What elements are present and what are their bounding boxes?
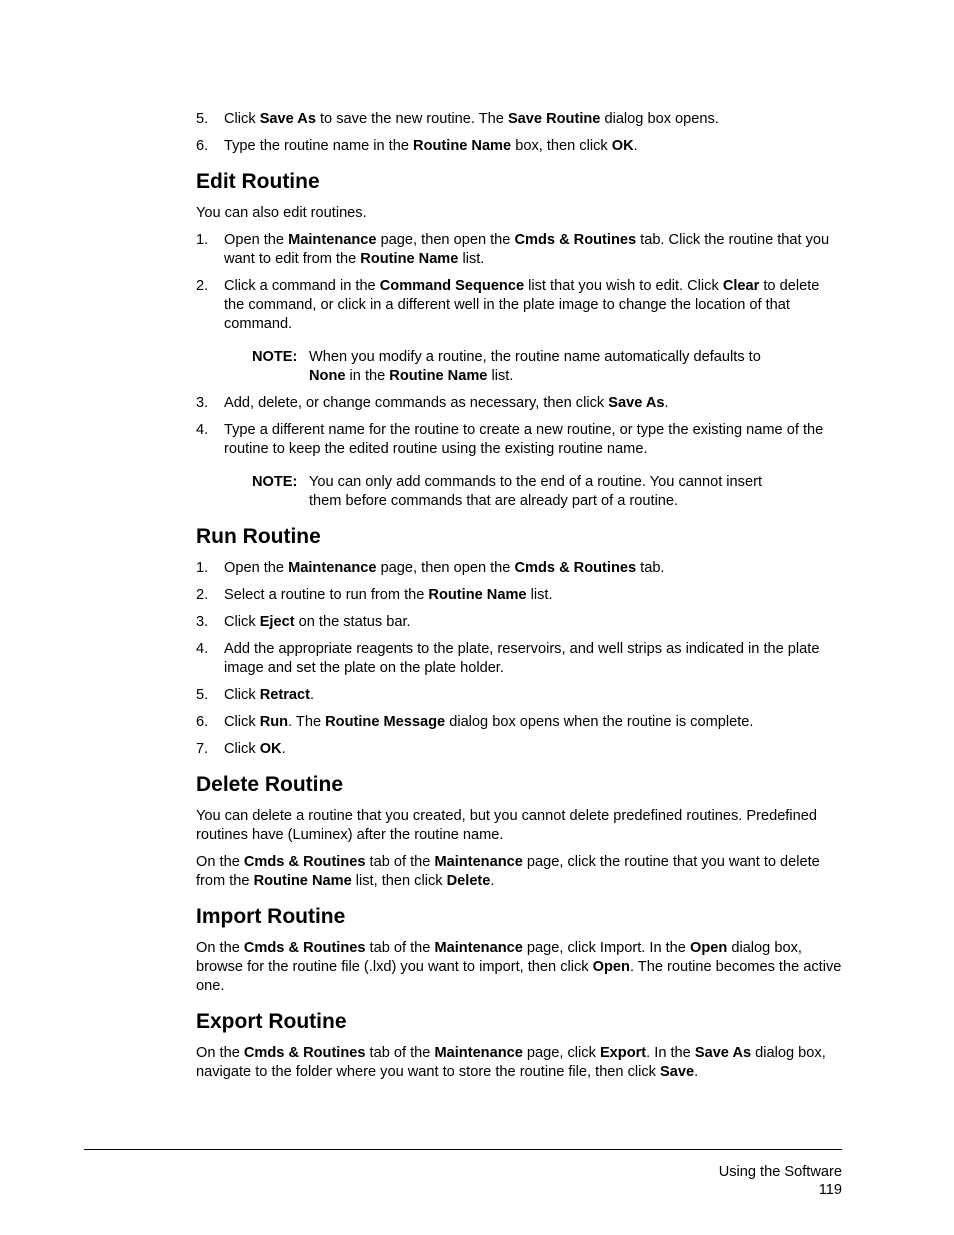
text-run: Select a routine to run from the xyxy=(224,587,429,603)
bold-term: Routine Name xyxy=(428,587,527,603)
text-run: . xyxy=(281,741,286,757)
text-run: Click xyxy=(224,687,260,703)
bold-term: Open xyxy=(592,959,630,975)
bold-term: Cmds & Routines xyxy=(243,1045,366,1061)
step-text xyxy=(224,138,638,154)
step-number: 4. xyxy=(196,641,209,657)
heading-export-routine: Export Routine xyxy=(196,1010,347,1033)
bold-term: Open xyxy=(689,940,728,956)
text-run: to delete the command, or click in a different well in the plate image to change the location of that command. xyxy=(224,278,820,332)
bold-term: Clear xyxy=(722,278,760,294)
note-label: NOTE: xyxy=(252,474,298,490)
step-item xyxy=(196,110,842,129)
text-run: Add, delete, or change commands as necessary, then click xyxy=(224,395,609,411)
bold-term: Delete xyxy=(446,873,491,889)
step-text xyxy=(224,714,753,730)
step-number: 6. xyxy=(196,138,209,154)
note-text xyxy=(309,349,761,384)
paragraph xyxy=(196,853,842,891)
text-run: When you modify a routine, the routine name automatically defaults to xyxy=(309,349,761,365)
heading-edit-routine: Edit Routine xyxy=(196,170,320,193)
export-paras xyxy=(196,1044,842,1082)
page-footer xyxy=(719,1163,842,1199)
text-run: dialog box, navigate to the folder where you want to store the routine file, then click xyxy=(196,1045,826,1080)
text-run: Type a different name for the routine to create a new routine, or type the existing name of the routine to keep the edited routine using the existing routine name. xyxy=(224,422,824,457)
text-run: list. xyxy=(458,251,485,267)
step-text xyxy=(224,641,819,676)
bold-term: Command Sequence xyxy=(379,278,525,294)
text-run: tab. Click the routine that you want to edit from the xyxy=(224,232,830,267)
text-run: page, click Import. In the xyxy=(522,940,690,956)
bold-term: Maintenance xyxy=(288,560,377,576)
text-run: On the xyxy=(196,854,244,870)
heading-delete-routine: Delete Routine xyxy=(196,773,344,796)
text-run: . xyxy=(309,687,315,703)
step-text xyxy=(224,687,314,703)
text-run: page, click the routine that you want to delete from the xyxy=(196,854,820,889)
bold-term: Save Routine xyxy=(507,111,601,127)
text-run: page, then open the xyxy=(376,560,515,576)
text-run: tab of the xyxy=(365,854,435,870)
page-content xyxy=(196,110,842,1090)
text-run: . In the xyxy=(646,1045,695,1061)
step-item xyxy=(196,740,842,759)
bold-term: Routine Name xyxy=(253,873,352,889)
text-run: tab of the xyxy=(365,1045,435,1061)
text-run: page, then open the xyxy=(376,232,515,248)
note-edit-1 xyxy=(196,348,779,386)
note-text xyxy=(309,474,762,509)
text-run: page, click xyxy=(522,1045,600,1061)
text-run: Click xyxy=(224,614,260,630)
text-run: Click a command in the xyxy=(224,278,380,294)
text-run: . xyxy=(664,395,669,411)
step-item xyxy=(196,277,842,334)
step-number: 2. xyxy=(196,278,209,294)
text-run: Open the xyxy=(224,232,289,248)
text-run: dialog box opens. xyxy=(600,111,719,127)
bold-term: Save xyxy=(660,1064,695,1080)
text-run: dialog box opens when the routine is complete. xyxy=(445,714,754,730)
text-run: on the status bar. xyxy=(294,614,411,630)
text-run: On the xyxy=(196,1045,244,1061)
heading-run-routine: Run Routine xyxy=(196,525,321,548)
delete-paras xyxy=(196,807,842,891)
text-run: list. xyxy=(487,368,514,384)
note-label: NOTE: xyxy=(252,349,298,365)
step-number: 4. xyxy=(196,422,209,438)
step-item xyxy=(196,613,842,632)
step-item xyxy=(196,394,842,413)
note-edit-2 xyxy=(196,473,779,511)
step-text xyxy=(224,232,829,267)
bold-term: OK xyxy=(259,741,282,757)
step-number: 7. xyxy=(196,741,209,757)
bold-term: Routine Message xyxy=(325,714,446,730)
bold-term: None xyxy=(309,368,346,384)
step-item xyxy=(196,713,842,732)
text-run: Click xyxy=(224,741,260,757)
bold-term: Eject xyxy=(259,614,295,630)
step-number: 5. xyxy=(196,111,209,127)
paragraph xyxy=(196,807,842,845)
step-item xyxy=(196,421,842,459)
footer-section-title: Using the Software xyxy=(718,1164,842,1180)
text-run: list that you wish to edit. Click xyxy=(524,278,723,294)
bold-term: Cmds & Routines xyxy=(243,940,366,956)
text-run: tab of the xyxy=(365,940,435,956)
step-text xyxy=(224,560,665,576)
text-run: Click xyxy=(224,111,260,127)
step-item xyxy=(196,640,842,678)
paragraph xyxy=(196,939,842,996)
edit-steps-2 xyxy=(196,394,842,459)
bold-term: Maintenance xyxy=(434,854,523,870)
text-run: list. xyxy=(526,587,553,603)
step-number: 1. xyxy=(196,560,209,576)
text-run: dialog box, browse for the routine file (.lxd) you want to import, then click xyxy=(196,940,802,975)
step-number: 3. xyxy=(196,395,209,411)
bold-term: Save As xyxy=(259,111,316,127)
bold-term: Maintenance xyxy=(288,232,377,248)
paragraph xyxy=(196,1044,842,1082)
run-steps xyxy=(196,559,842,759)
bold-term: Save As xyxy=(608,395,665,411)
text-run: On the xyxy=(196,940,244,956)
text-run: You can only add commands to the end of a routine. You cannot insert them before commands that are already part of a routine. xyxy=(309,474,762,509)
step-text xyxy=(224,587,553,603)
step-item xyxy=(196,586,842,605)
text-run: . xyxy=(490,873,495,889)
step-text xyxy=(224,614,411,630)
text-run: . The routine becomes the active one. xyxy=(196,959,842,994)
step-item xyxy=(196,137,842,156)
step-item xyxy=(196,231,842,269)
step-number: 5. xyxy=(196,687,209,703)
text-run: Add the appropriate reagents to the plate, reservoirs, and well strips as indicated in the plate image and set the plate on the plate holder. xyxy=(224,641,820,676)
bold-term: Save As xyxy=(694,1045,752,1061)
bold-term: Retract xyxy=(259,687,310,703)
text-run: . xyxy=(694,1064,699,1080)
footer-rule xyxy=(84,1149,842,1150)
text-run: You can delete a routine that you created, but you cannot delete predefined routines. Predefined routines have (Luminex) after the routine name. xyxy=(196,808,817,843)
bold-term: Maintenance xyxy=(434,940,523,956)
step-text xyxy=(224,422,823,457)
step-item xyxy=(196,686,842,705)
text-run: tab. xyxy=(636,560,665,576)
text-run: Type the routine name in the xyxy=(224,138,414,154)
text-run: in the xyxy=(345,368,390,384)
bold-term: Routine Name xyxy=(360,251,459,267)
step-text xyxy=(224,111,719,127)
bold-term: Run xyxy=(259,714,289,730)
step-number: 3. xyxy=(196,614,209,630)
step-number: 1. xyxy=(196,232,209,248)
text-run: box, then click xyxy=(511,138,612,154)
bold-term: Cmds & Routines xyxy=(514,560,637,576)
text-run: Click xyxy=(224,714,260,730)
step-text xyxy=(224,395,669,411)
step-number: 2. xyxy=(196,587,209,603)
step-text xyxy=(224,741,286,757)
bold-term: Cmds & Routines xyxy=(514,232,637,248)
bold-term: Maintenance xyxy=(434,1045,523,1061)
bold-term: Export xyxy=(599,1045,647,1061)
text-run: . The xyxy=(288,714,326,730)
steps-top xyxy=(196,110,842,156)
bold-term: Routine Name xyxy=(413,138,512,154)
bold-term: OK xyxy=(611,138,634,154)
text-run: Open the xyxy=(224,560,289,576)
footer-page-number: 119 xyxy=(818,1182,842,1198)
heading-import-routine: Import Routine xyxy=(196,905,346,928)
text-run: list, then click xyxy=(351,873,447,889)
text-run: to save the new routine. The xyxy=(315,111,508,127)
bold-term: Cmds & Routines xyxy=(243,854,366,870)
text-run: . xyxy=(633,138,638,154)
step-item xyxy=(196,559,842,578)
edit-intro: You can also edit routines. xyxy=(196,205,367,221)
import-paras xyxy=(196,939,842,996)
bold-term: Routine Name xyxy=(389,368,488,384)
step-number: 6. xyxy=(196,714,209,730)
edit-steps xyxy=(196,231,842,334)
step-text xyxy=(224,278,819,332)
